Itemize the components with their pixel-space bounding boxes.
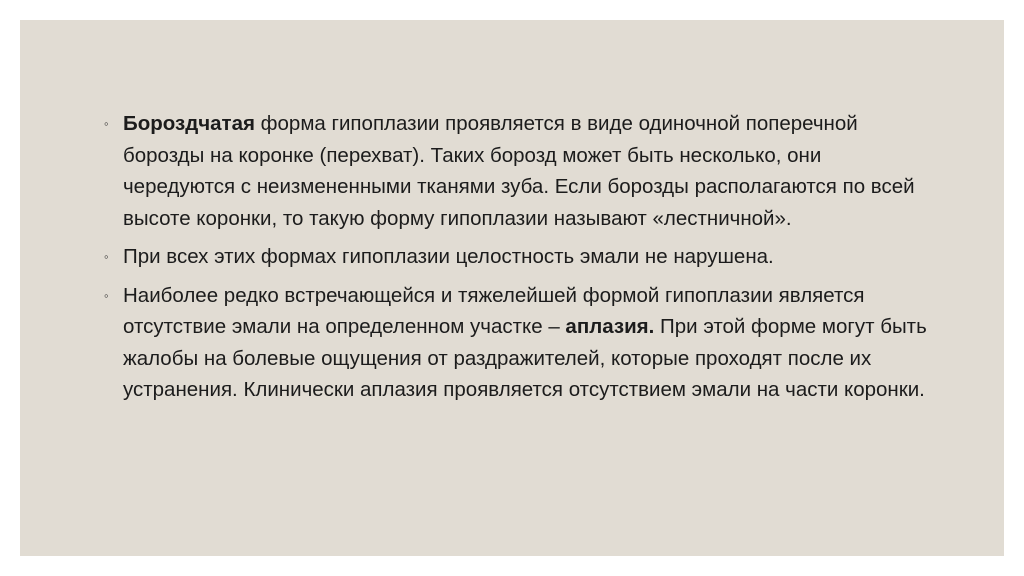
bullet-text: При этой форме могут быть жалобы на болевые ощущения от раздражителей, которые проходят после их устранения. Клинически аплазия проявляется отсутствием эмали на части коронки. <box>123 315 927 401</box>
bullet-text: форма гипоплазии проявляется в виде одиночной поперечной борозды на коронке (перехват). Таких борозд может быть несколько, они чередуются с неизмененными тканями зуба. Если борозды располагаются по всей высоте коронки, то такую форму гипоплазии называют «лестничной». <box>123 112 915 230</box>
bullet-item-furrowed-form <box>104 108 934 234</box>
bullet-marker-icon: ◦ <box>104 249 109 264</box>
bullet-text: Наиболее редко встречающейся и тяжелейшей формой гипоплазии является отсутствие эмали на определенном участке – <box>123 283 865 338</box>
slide <box>20 20 1004 556</box>
bullet-marker-icon: ◦ <box>104 116 109 131</box>
bullet-item-enamel-integrity <box>104 241 934 273</box>
bullet-item-aplasia <box>104 280 934 406</box>
bullet-bold-term: аплазия. <box>565 315 655 338</box>
bullet-marker-icon: ◦ <box>104 287 109 303</box>
bullet-list <box>104 108 934 413</box>
bullet-bold-term: Бороздчатая <box>123 112 255 135</box>
bullet-text: При всех этих формах гипоплазии целостность эмали не нарушена. <box>123 245 774 268</box>
